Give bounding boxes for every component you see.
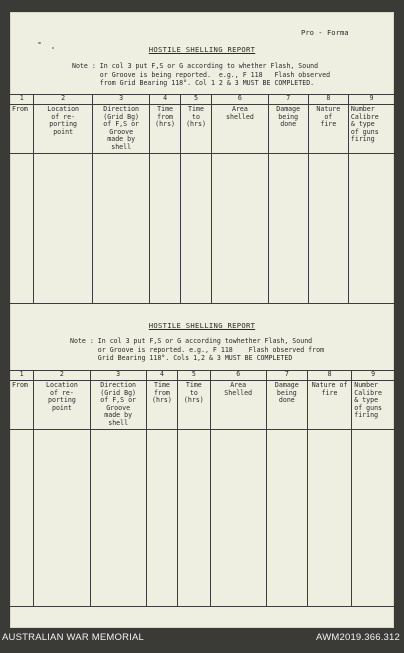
entry-cell[interactable] <box>178 429 210 606</box>
entry-cell[interactable] <box>268 153 308 303</box>
entry-cell[interactable] <box>348 153 394 303</box>
header-time-from: Time from (hrs) <box>150 105 180 154</box>
report-note-1: Note : In col 3 put F,S or G according to whether Flash, Sound or Groove is being reported. e.g., F 118 Flash observed from Grid Bearing 118°. Col 1 2 & 3 MUST BE COMPLETED. <box>72 62 331 87</box>
entry-cell[interactable] <box>34 153 93 303</box>
header-nature: Nature of fire <box>308 105 348 154</box>
col-number: 7 <box>266 371 307 381</box>
header-number: Number Calibre & type of guns firing <box>348 105 394 154</box>
header-from: From <box>10 381 34 430</box>
header-from: From <box>10 105 34 154</box>
col-number: 3 <box>90 371 146 381</box>
col-number: 6 <box>210 371 266 381</box>
header-nature: Nature of fire <box>307 381 351 430</box>
col-number: 5 <box>180 95 211 105</box>
col-number: 3 <box>92 95 149 105</box>
header-damage: Damage being done <box>266 381 307 430</box>
report-note-2: Note : In col 3 put F,S or G according towhether Flash, Sound or Groove is reported. e.g., F 118 Flash observed from Grid Bearing 118°. Cols 1,2 & 3 MUST BE COMPLETED <box>70 337 325 362</box>
col-number: 8 <box>308 95 348 105</box>
entry-cell[interactable] <box>352 429 394 606</box>
entry-cell[interactable] <box>180 153 211 303</box>
header-damage: Damage being done <box>268 105 308 154</box>
footer-institution: AUSTRALIAN WAR MEMORIAL <box>2 632 145 643</box>
col-number: 7 <box>268 95 308 105</box>
footer-accession-number: AWM2019.366.312 <box>316 632 400 643</box>
col-number: 5 <box>178 371 210 381</box>
col-number: 1 <box>10 95 34 105</box>
col-number: 8 <box>307 371 351 381</box>
header-direction: Direction (Grid Bg) of F,S or Groove made by shell <box>90 381 146 430</box>
report-table-1 <box>10 94 394 304</box>
entry-cell[interactable] <box>150 153 180 303</box>
paper-mark <box>38 42 41 44</box>
col-number: 4 <box>146 371 177 381</box>
entry-cell[interactable] <box>210 429 266 606</box>
header-location: Location of re- porting point <box>34 105 93 154</box>
entry-cell[interactable] <box>146 429 177 606</box>
header-location: Location of re- porting point <box>34 381 90 430</box>
header-direction: Direction (Grid Bg) of F,S or Groove made by shell <box>92 105 149 154</box>
report-table-2 <box>10 370 394 607</box>
header-area: Area Shelled <box>210 381 266 430</box>
report-title-2: HOSTILE SHELLING REPORT <box>148 321 256 330</box>
col-number: 6 <box>212 95 268 105</box>
header-time-to: Time to (hrs) <box>178 381 210 430</box>
col-number: 9 <box>348 95 394 105</box>
col-number: 2 <box>34 95 93 105</box>
col-number: 2 <box>34 371 90 381</box>
header-time-from: Time from (hrs) <box>146 381 177 430</box>
pro-forma-label: Pro - Forma <box>301 28 349 37</box>
entry-cell[interactable] <box>34 429 90 606</box>
header-time-to: Time to (hrs) <box>180 105 211 154</box>
entry-cell[interactable] <box>266 429 307 606</box>
header-area: Area shelled <box>212 105 268 154</box>
entry-cell[interactable] <box>307 429 351 606</box>
entry-cell[interactable] <box>212 153 268 303</box>
col-number: 4 <box>150 95 180 105</box>
col-number: 9 <box>352 371 394 381</box>
entry-cell[interactable] <box>10 153 34 303</box>
report-title-1: HOSTILE SHELLING REPORT <box>148 45 256 54</box>
entry-cell[interactable] <box>10 429 34 606</box>
col-number: 1 <box>10 371 34 381</box>
entry-cell[interactable] <box>90 429 146 606</box>
entry-cell[interactable] <box>92 153 149 303</box>
header-number: Number Calibre & type of guns firing <box>352 381 394 430</box>
entry-cell[interactable] <box>308 153 348 303</box>
